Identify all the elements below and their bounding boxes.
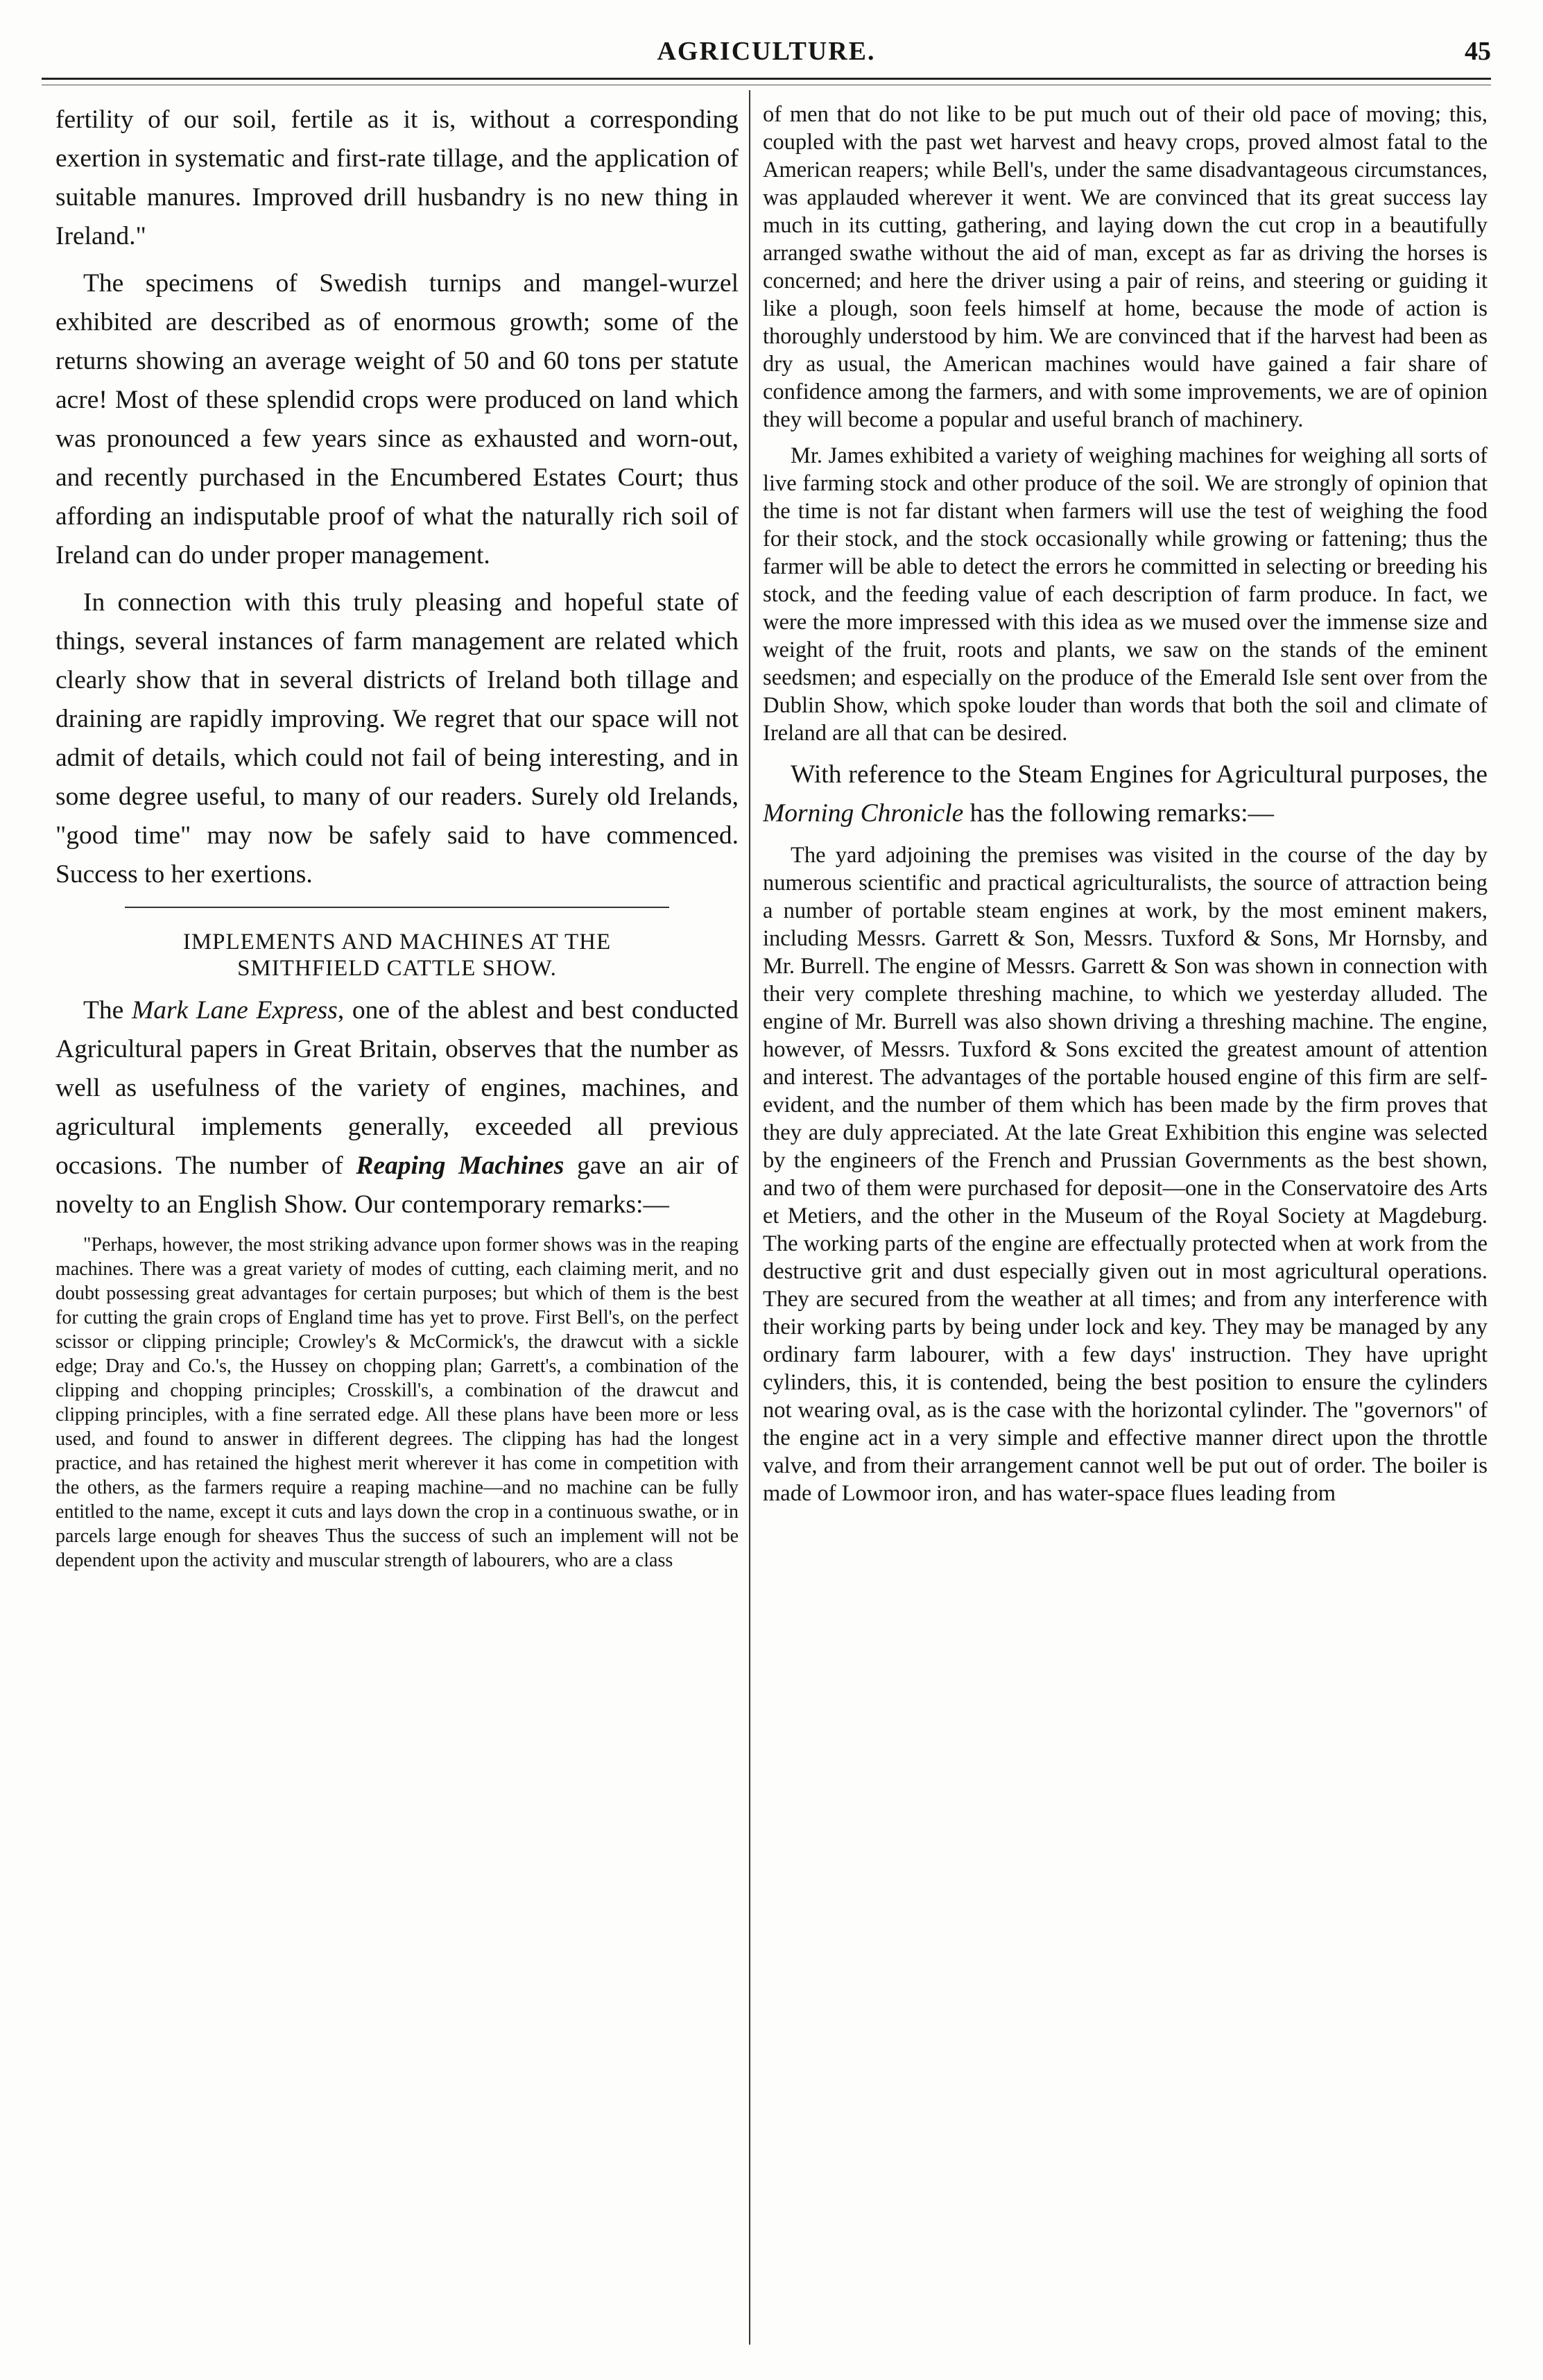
text-run: gave an air of novelty to an English Show. Our contemporary remarks:—: [55, 1152, 739, 1219]
text-run: With reference to the Steam Engines for Agricultural purposes, the: [791, 760, 1488, 789]
paragraph-turnips: The specimens of Swedish turnips and mangel-wurzel exhibited are described as of enormous growth; some of the returns showing an average weight of 50 and 60 tons per statute acre! Most of these splendid crops were produced on land which was pronounced a few years since as exhausted and worn-out, and recently purchased in the Encumbered Estates Court; thus affording an indisputable proof of what the naturally rich soil of Ireland can do under proper management.: [55, 269, 739, 570]
heading-line-1: IMPLEMENTS AND MACHINES AT THE: [182, 930, 612, 954]
header-rule: [42, 78, 1491, 80]
text-run: , one of the ablest and best conducted Agricultural papers in Great Britain, observes that the number as well as usefulness of the variety of engines, machines, and agricultural implements generally, exceeded all previous occasions. The number of: [55, 996, 739, 1180]
section-heading: [55, 929, 739, 982]
block-quote: "Perhaps, however, the most striking advance upon former shows was in the reaping machines. There was a great variety of modes of cutting, each claiming merit, and no doubt possessing great advantages for certain purposes; but which of them is the best for cutting the grain crops of England time has yet to prove. First Bell's, on the perfect scissor or clipping principle; Crowley's & McCormick's, the drawcut with a sickle edge; Dray and Co.'s, the Hussey on chopping plan; Garrett's, a combination of the clipping and chopping principles; Crosskill's, a combination of the drawcut and clipping principles, with a fine serrated edge. All these plans have been more or less used, and found to answer in different degrees. The clipping has had the longest practice, and has retained the highest merit wherever it has come in competition with the others, as the farmers require a reaping machine—and no machine can be fully entitled to the name, except it cuts and lays down the crop in a continuous swathe, or in parcels large enough for sheaves Thus the success of such an implement will not be dependent upon the activity and muscular strength of labourers, who are a class: [55, 1234, 739, 1571]
page-number: 45: [1465, 37, 1491, 66]
left-column: [55, 101, 739, 2362]
paragraph-farm-management: In connection with this truly pleasing and hopeful state of things, several instances of farm management are related which clearly show that in several districts of Ireland both tillage and draining are rapidly improving. We regret that our space will not admit of details, which could not fail of being interesting, and in some degree useful, to many of our readers. Surely old Irelands, "good time" may now be safely said to have commenced. Success to her exertions.: [55, 588, 739, 889]
paragraph-mark-lane: [55, 991, 739, 1224]
publication-title: Morning Chronicle: [763, 799, 964, 828]
paragraph-weighing-machines: Mr. James exhibited a variety of weighing machines for weighing all sorts of live farming stock and other produce of the soil. We are strongly of opinion that the time is not far distant when farmers will use the test of weighing the food for their stock, and the stock occasionally while growing or fattening; thus the farmer will be able to detect the errors he committed in selecting or breeding his stock, and the feeding value of each description of farm produce. In fact, we were the more impressed with this idea as we mused over the immense size and weight of the fruit, roots and plants, we saw on the stands of the eminent seedsmen; and especially on the produce of the Emerald Isle sent over from the Dublin Show, which spoke louder than words that both the soil and climate of Ireland are all that can be desired.: [763, 443, 1488, 746]
right-column: [763, 101, 1488, 2362]
emphasis-reaping-machines: Reaping Machines: [356, 1152, 564, 1180]
paragraph-steam-engines: The yard adjoining the premises was visited in the course of the day by numerous scientific and practical agriculturalists, the source of attraction being a number of portable steam engines at work, by the most eminent makers, including Messrs. Garrett & Son, Messrs. Tuxford & Sons, Mr Hornsby, and Mr. Burrell. The engine of Messrs. Garrett & Son was shown in connection with their very complete threshing machine, to which we yesterday alluded. The engine of Mr. Burrell was also shown driving a threshing machine. The engine, however, of Messrs. Tuxford & Sons excited the greatest amount of attention and interest. The advantages of the portable housed engine of this firm are self-evident, and the number of them which has been made by the firm proves that they are duly appreciated. At the late Great Exhibition this engine was selected by the engineers of the French and Prussian Governments as the best shown, and two of them were purchased for deposit—one in the Conservatoire des Arts et Metiers, and the other in the Museum of the Royal Society at Magdeburg. The working parts of the engine are effectually protected when at work from the destructive grit and dust especially given out in most agricultural operations. They are secured from the weather at all times; and from any interference with their working parts by being under lock and key. They may be managed by any ordinary farm labourer, with a few days' instruction. They have upright cylinders, this, it is contended, being the best position to ensure the cylinders not wearing oval, as is the case with the horizontal cylinder. The "governors" of the engine act in a very simple and effective manner direct upon the throttle valve, and from their arrangement cannot well be put out of order. The boiler is made of Lowmoor iron, and has water-space flues leading from: [763, 843, 1488, 1506]
text-run: has the following remarks:—: [963, 799, 1275, 828]
column-divider: [749, 90, 750, 2345]
page-header: [42, 36, 1491, 78]
paragraph-continued: fertility of our soil, fertile as it is, without a corresponding exertion in systematic and first-rate tillage, and the application of suitable manures. Improved drill husbandry is no new thing in Ireland.": [55, 105, 739, 250]
section-rule: [125, 907, 669, 908]
running-title: AGRICULTURE.: [657, 37, 876, 66]
paragraph-steam-intro: [763, 755, 1488, 833]
heading-line-2: SMITHFIELD CATTLE SHOW.: [237, 956, 557, 981]
paragraph-reapers: of men that do not like to be put much out of their old pace of moving; this, coupled with the past wet harvest and heavy crops, proved almost fatal to the American reapers; while Bell's, under the same disadvantageous circumstances, was applauded wherever it went. We are convinced that its great success lay much in its cutting, gathering, and laying down the cut crop in a beautifully arranged swathe without the aid of man, except as far as driving the horses is concerned; and here the driver using a pair of reins, and steering or guiding it like a plough, soon feels himself at home, because the mode of action is thoroughly understood by him. We are convinced that if the harvest had been as dry as usual, the American machines would have gained a fair share of confidence among the farmers, and with some improvements, we are of opinion they will become a popular and useful branch of machinery.: [763, 102, 1488, 432]
publication-title: Mark Lane Express: [131, 996, 338, 1025]
text-run: The: [83, 996, 132, 1025]
